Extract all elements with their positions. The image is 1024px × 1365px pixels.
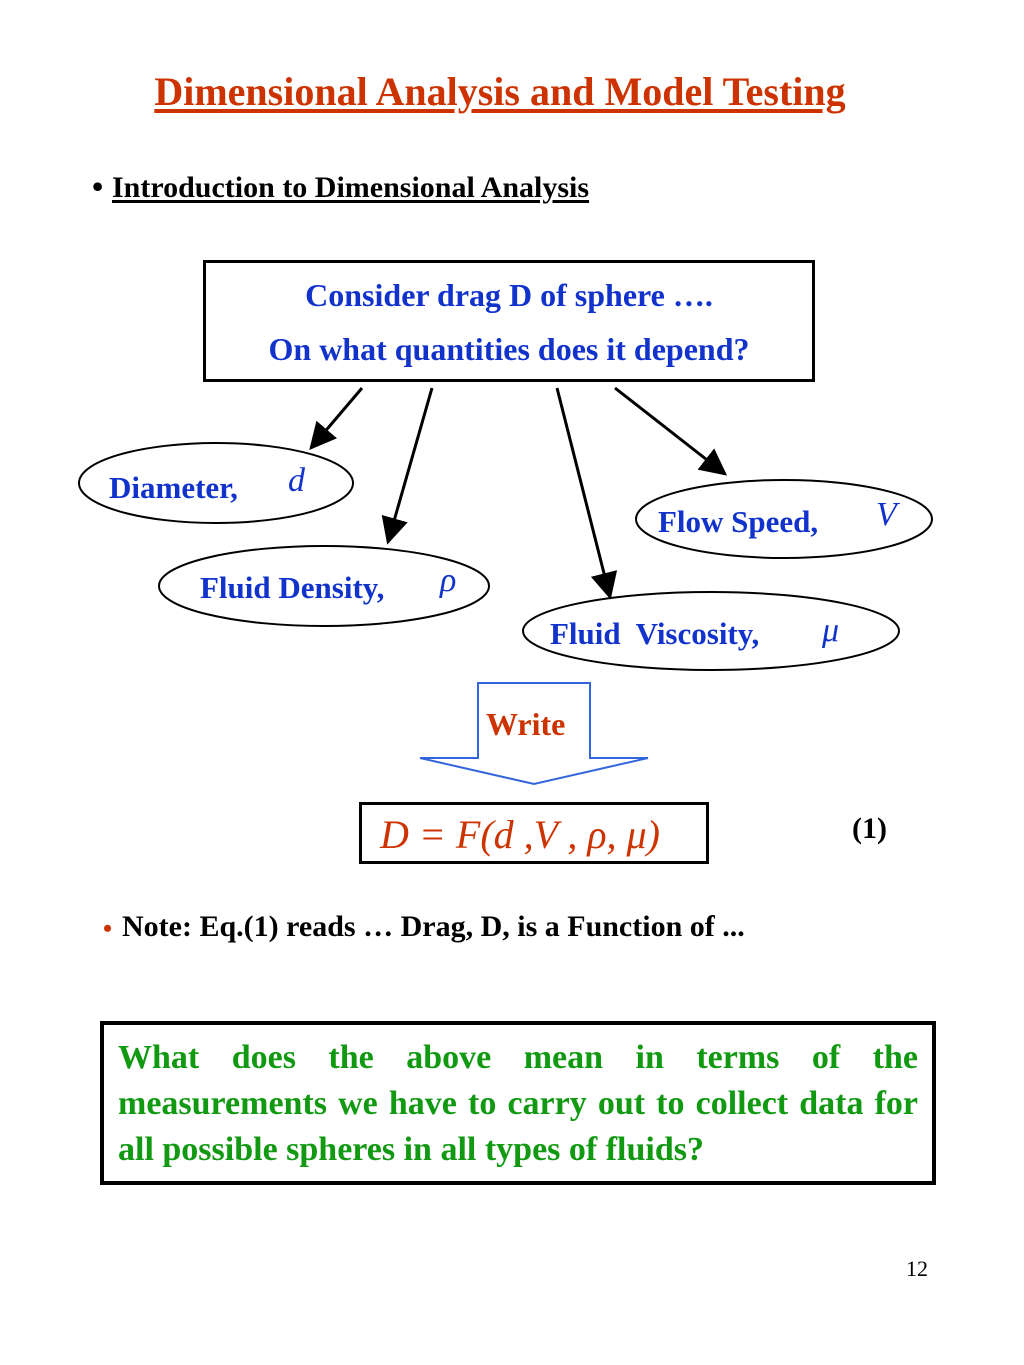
drag-question-box	[203, 260, 815, 382]
equation-text: D = F(d ,V , ρ, μ)	[380, 812, 660, 857]
viscosity-symbol: μ	[822, 612, 840, 649]
section-bullet: •	[92, 168, 104, 204]
page-number: 12	[906, 1256, 928, 1281]
note-bullet: •	[103, 914, 113, 943]
section-heading: Introduction to Dimensional Analysis	[112, 171, 590, 204]
equation-number: (1)	[852, 812, 887, 845]
note-text: Note: Eq.(1) reads … Drag, D, is a Function of ...	[122, 910, 745, 943]
flow-speed-symbol: V	[876, 496, 897, 533]
viscosity-label: Fluid Viscosity,	[550, 616, 760, 651]
density-label: Fluid Density,	[200, 570, 385, 605]
question-line-2: On what quantities does it depend?	[268, 331, 750, 367]
diameter-symbol: d	[288, 462, 305, 499]
write-label: Write	[486, 706, 566, 742]
page-title: Dimensional Analysis and Model Testing	[154, 69, 846, 114]
measurement-question-text: What does the above mean in terms of the measurements we have to carry out to collect data for all possible spheres in all types of fluids?	[118, 1039, 918, 1168]
flow-speed-label: Flow Speed,	[658, 504, 819, 539]
arrow-to-density	[388, 388, 432, 542]
arrow-to-diameter	[311, 388, 362, 448]
question-line-1: Consider drag D of sphere ….	[305, 277, 713, 313]
arrow-to-flow-speed	[615, 388, 725, 474]
equation-box	[359, 802, 709, 864]
diameter-label: Diameter,	[109, 470, 238, 505]
density-symbol: ρ	[440, 562, 457, 599]
measurement-question-box	[100, 1021, 936, 1185]
arrow-to-viscosity	[557, 388, 610, 597]
